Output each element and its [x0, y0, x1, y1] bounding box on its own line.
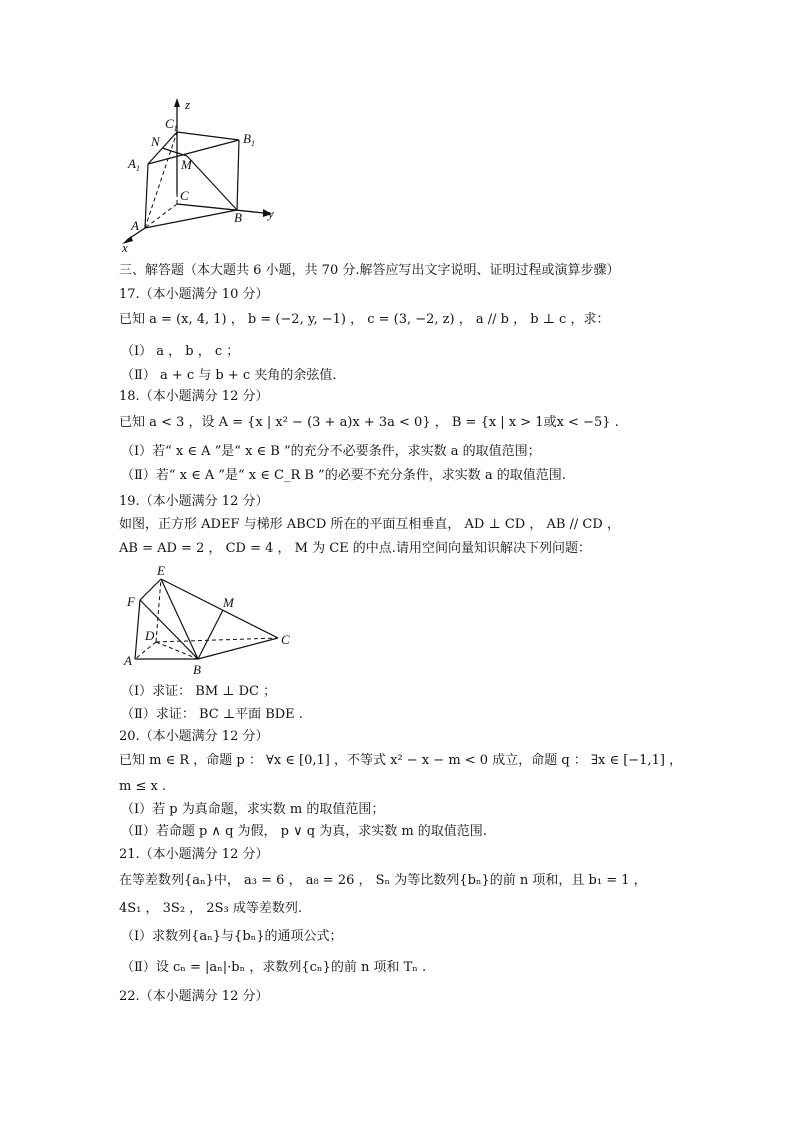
edge-A-B	[145, 210, 237, 228]
edge-D-C-dashed	[156, 638, 278, 642]
edge-D-A-dashed	[135, 642, 156, 659]
q19-title: 19.（本小题满分 12 分）	[119, 494, 269, 509]
q19-part2: （Ⅱ）求证： BC ⊥平面 BDE .	[121, 707, 303, 722]
edge-A1-A	[145, 164, 148, 228]
edge-A-C1-dashed	[145, 132, 177, 228]
q19-part1: （Ⅰ）求证： BM ⊥ DC ；	[121, 684, 277, 699]
edge-B-B1	[237, 140, 239, 210]
segment-N-M	[162, 148, 187, 156]
q21-stem-line1: 在等差数列{aₙ}中， a₃ = 6 ， a₈ = 26 ， Sₙ 为等比数列{bₙ}的前 n 项和，且 b₁ = 1 ，	[119, 873, 647, 888]
edge-F-A	[135, 600, 140, 659]
q21-part1: （Ⅰ）求数列{aₙ}与{bₙ}的通项公式；	[121, 929, 343, 944]
label-E: E	[157, 563, 165, 578]
edge-C1-B1	[177, 132, 239, 140]
label-C1: $C_1$	[165, 116, 178, 133]
z-axis-arrow	[174, 98, 180, 107]
q21-part2: （Ⅱ）设 cₙ = |aₙ|·bₙ ，求数列{cₙ}的前 n 项和 Tₙ .	[121, 960, 427, 975]
trapezoid-square-figure	[118, 562, 298, 680]
y-label: y	[268, 206, 274, 221]
q17-part2: （Ⅱ） a + c 与 b + c 夹角的余弦值.	[121, 368, 337, 383]
label-N: N	[151, 134, 160, 149]
q20-title: 20.（本小题满分 12 分）	[119, 729, 269, 744]
q19-stem-line1: 如图，正方形 ADEF 与梯形 ABCD 所在的平面互相垂直， AD ⊥ CD ， AB // CD ，	[119, 517, 620, 532]
q17-part1: （Ⅰ） a ， b ， c ；	[121, 344, 240, 359]
edge-C-B-dashed	[177, 204, 237, 210]
q20-stem-line2: m ≤ x .	[119, 779, 167, 794]
label-D: D	[145, 628, 155, 643]
label-A: A	[124, 653, 132, 668]
x-label: x	[122, 240, 128, 252]
q18-title: 18.（本小题满分 12 分）	[119, 389, 269, 404]
edge-E-C	[161, 579, 278, 638]
z-label: z	[185, 97, 191, 112]
segment-B-M	[198, 610, 223, 659]
label-C: C	[180, 188, 189, 203]
q18-part2: （Ⅱ）若“ x ∈ A ”是“ x ∈ C_R B ”的必要不充分条件，求实数 a 的取值范围.	[121, 468, 566, 483]
edge-D-E-dashed	[156, 579, 161, 642]
label-C: C	[281, 632, 290, 647]
label-F: F	[127, 594, 135, 609]
label-M: M	[223, 595, 234, 610]
prism-coordinate-figure	[112, 92, 288, 252]
edge-F-E	[140, 579, 161, 600]
edge-A1-B1	[148, 140, 239, 164]
section-header: 三、解答题（本大题共 6 小题，共 70 分.解答应写出文字说明、证明过程或演算步骤）	[119, 263, 620, 278]
q21-title: 21.（本小题满分 12 分）	[119, 847, 269, 862]
q18-stem: 已知 a < 3 ，设 A = {x | x² − (3 + a)x + 3a < 0} ， B = {x | x > 1或x < −5} .	[119, 415, 619, 430]
label-B: B	[234, 210, 242, 225]
q21-stem-line2: 4S₁ ， 3S₂ ， 2S₃ 成等差数列.	[119, 901, 302, 916]
segment-M-B	[187, 156, 237, 210]
q20-part1: （Ⅰ）若 p 为真命题，求实数 m 的取值范围；	[121, 802, 385, 817]
label-B: B	[193, 662, 201, 677]
q20-stem-line1: 已知 m ∈ R ，命题 p ： ∀x ∈ [0,1] ，不等式 x² − x − m < 0 成立，命题 q ： ∃x ∈ [−1,1] ，	[119, 753, 683, 768]
q18-part1: （Ⅰ）若“ x ∈ A ”是“ x ∈ B ”的充分不必要条件，求实数 a 的取值范围；	[121, 444, 541, 459]
q22-title: 22.（本小题满分 12 分）	[119, 989, 269, 1004]
label-A1: $A_1$	[128, 156, 140, 173]
label-A: A	[131, 218, 139, 233]
edge-B-C	[198, 638, 278, 659]
label-M: M	[181, 157, 192, 172]
edge-E-B	[161, 579, 198, 659]
label-B1: $B_1$	[243, 131, 255, 148]
q17-stem: 已知 a = (x, 4, 1) ， b = (−2, y, −1) ， c = (3, −2, z) ， a // b ， b ⊥ c ，求：	[119, 312, 610, 327]
q17-title: 17.（本小题满分 10 分）	[119, 287, 269, 302]
q20-part2: （Ⅱ）若命题 p ∧ q 为假， p ∨ q 为真，求实数 m 的取值范围.	[121, 824, 487, 839]
q19-stem-line2: AB = AD = 2 ， CD = 4 ， M 为 CE 的中点.请用空间向量知识解决下列问题：	[119, 541, 591, 556]
